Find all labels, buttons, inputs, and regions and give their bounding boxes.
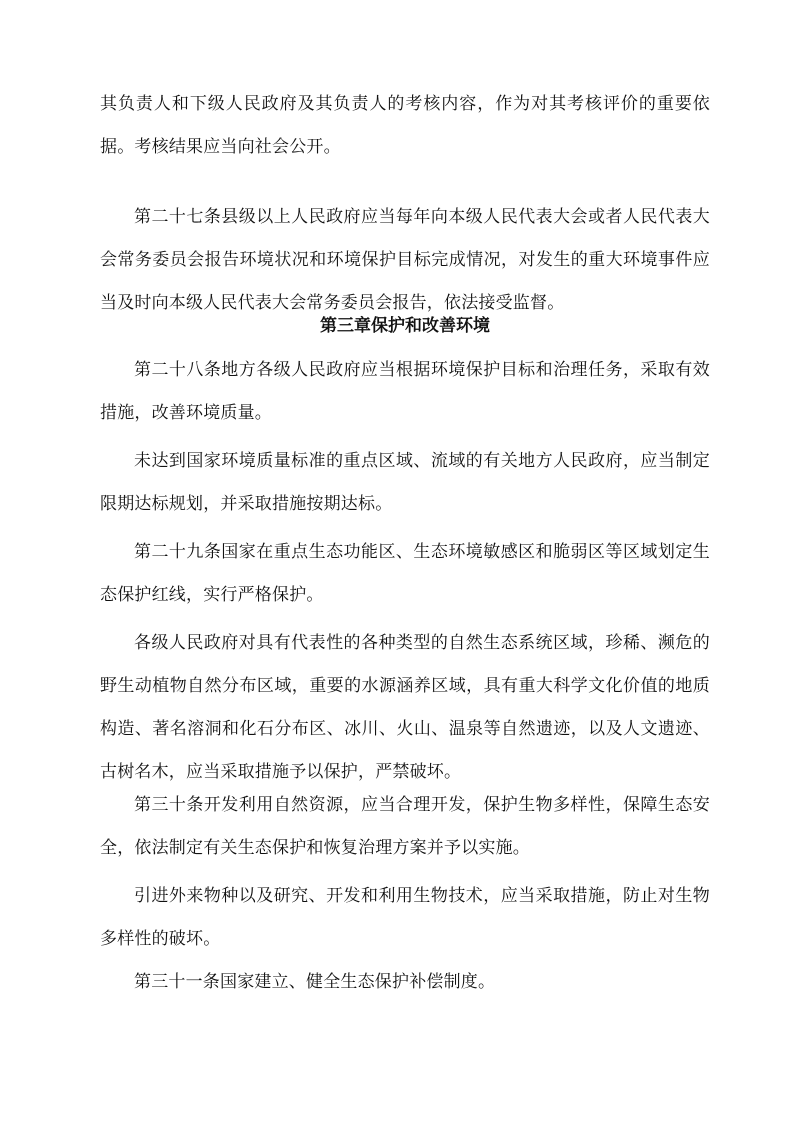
paragraph-article-28-clause-2: 未达到国家环境质量标准的重点区域、流域的有关地方人民政府，应当制定限期达标规划，并采取措施按期达标。 (100, 451, 710, 514)
paragraph-article-27: 第二十七条县级以上人民政府应当每年向本级人民代表大会或者人民代表大会常务委员会报告环境状况和环境保护目标完成情况，对发生的重大环境事件应当及时向本级人民代表大会常务委员会报告，依法接受监督。 (100, 207, 710, 313)
paragraph-article-29: 第二十九条国家在重点生态功能区、生态环境敏感区和脆弱区等区域划定生态保护红线，实行严格保护。 (100, 542, 710, 605)
paragraph-article-30: 第三十条开发利用自然资源，应当合理开发，保护生物多样性，保障生态安全，依法制定有关生态保护和恢复治理方案并予以实施。 (100, 795, 710, 858)
paragraph-continuation: 其负责人和下级人民政府及其负责人的考核内容，作为对其考核评价的重要依据。考核结果应当向社会公开。 (100, 94, 710, 157)
paragraph-article-29-clause-2: 各级人民政府对具有代表性的各种类型的自然生态系统区域，珍稀、濒危的野生动植物自然分布区域，重要的水源涵养区域，具有重大科学文化价值的地质构造、著名溶洞和化石分布区、冰川、火山、温泉等自然遗迹，以及人文遗迹、古树名木，应当采取措施予以保护，严禁破坏。 (100, 633, 710, 782)
paragraph-article-31: 第三十一条国家建立、健全生态保护补偿制度。 (134, 972, 496, 992)
paragraph-article-30-clause-2: 引进外来物种以及研究、开发和利用生物技术，应当采取措施，防止对生物多样性的破坏。 (100, 886, 710, 949)
paragraph-article-28: 第二十八条地方各级人民政府应当根据环境保护目标和治理任务，采取有效措施，改善环境质量。 (100, 360, 710, 423)
chapter-heading: 第三章保护和改善环境 (320, 316, 490, 336)
